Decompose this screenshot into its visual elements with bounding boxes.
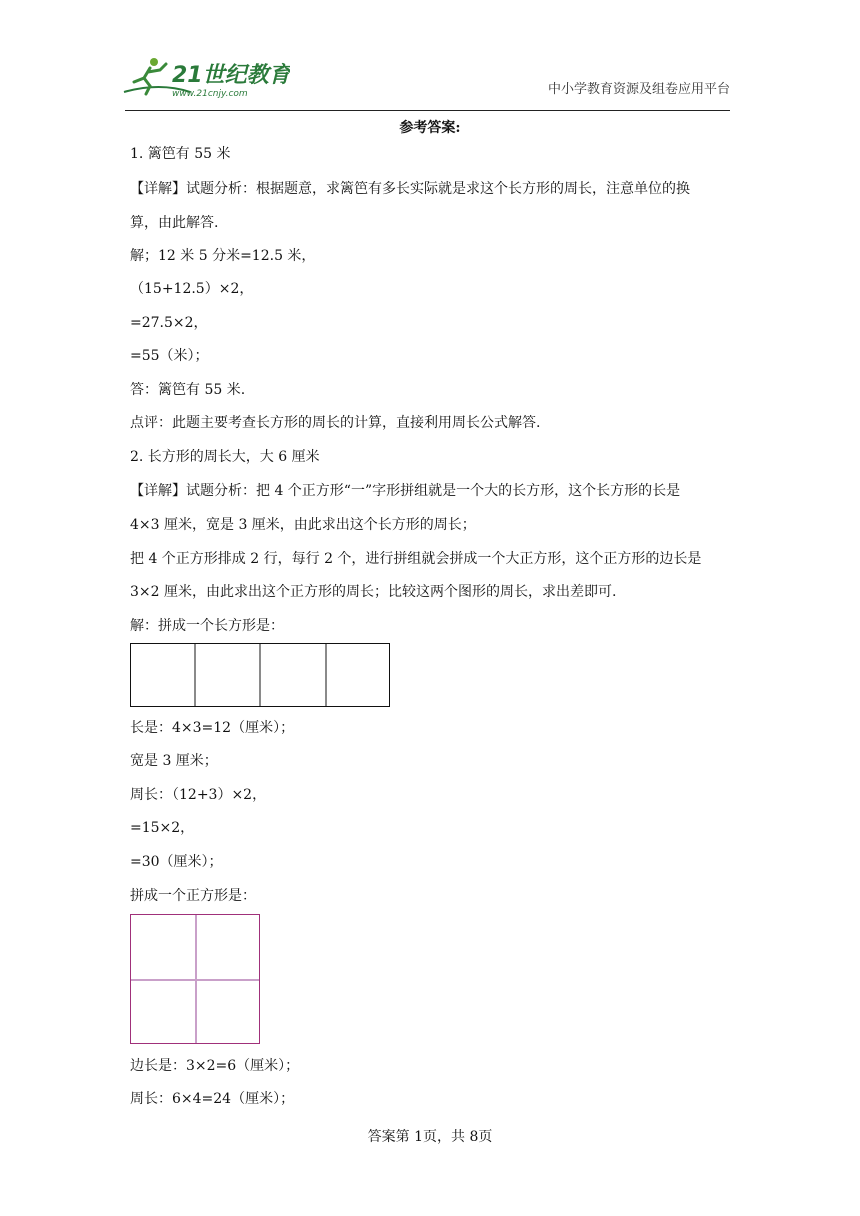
svg-text:www.21cnjy.com: www.21cnjy.com — [172, 89, 248, 99]
answer-1-step-1: 解；12 米 5 分米=12.5 米， — [130, 248, 316, 264]
header-divider — [125, 110, 730, 111]
page-title: 参考答案: — [399, 120, 461, 136]
answer-1-comment: 点评：此题主要考查长方形的周长的计算，直接利用周长公式解答. — [130, 415, 541, 431]
answer-2-length: 长是：4×3=12（厘米）； — [130, 720, 295, 736]
svg-text:21世纪教育: 21世纪教育 — [172, 63, 290, 88]
answer-2-detail-1: 【详解】试题分析：把 4 个正方形“一”字形拼组就是一个大的长方形，这个长方形的长是 — [130, 483, 681, 499]
answer-2-perimeter-1: 周长：（12+3）×2， — [130, 787, 267, 803]
page-footer: 答案第 1页，共 8页 — [367, 1129, 493, 1145]
answer-2-perimeter-2: =15×2， — [130, 820, 195, 836]
platform-name: 中小学教育资源及组卷应用平台 — [547, 82, 730, 97]
answer-2-perimeter-3: =30（厘米）； — [130, 854, 223, 870]
answer-2-heading: 2. 长方形的周长大，大 6 厘米 — [130, 449, 320, 465]
site-logo — [120, 52, 290, 102]
answer-2-square-perimeter: 周长：6×4=24（厘米）； — [130, 1091, 295, 1107]
square-figure — [130, 914, 260, 1044]
answer-1-heading: 1. 篱笆有 55 米 — [130, 146, 231, 162]
answer-1-step-4: =55（米）； — [130, 348, 209, 364]
answer-2-detail-2: 4×3 厘米，宽是 3 厘米，由此求出这个长方形的周长； — [130, 517, 476, 533]
answer-2-step-square: 拼成一个正方形是： — [130, 888, 256, 904]
figure-divider — [131, 979, 259, 981]
answer-2-side: 边长是：3×2=6（厘米）； — [130, 1058, 300, 1074]
answer-1-conclusion: 答：篱笆有 55 米. — [130, 382, 246, 398]
answer-2-detail-3: 把 4 个正方形排成 2 行，每行 2 个，进行拼组就会拼成一个大正方形，这个正方形的边长是 — [130, 551, 702, 567]
answer-2-step-rect: 解：拼成一个长方形是： — [130, 618, 284, 634]
answer-1-detail-1: 【详解】试题分析：根据题意，求篱笆有多长实际就是求这个长方形的周长，注意单位的换 — [130, 181, 690, 197]
answer-2-width: 宽是 3 厘米； — [130, 753, 218, 769]
answer-1-detail-2: 算，由此解答. — [130, 215, 219, 231]
answer-1-step-2: （15+12.5）×2， — [130, 281, 254, 297]
answer-1-step-3: =27.5×2， — [130, 315, 208, 331]
figure-divider — [259, 644, 261, 706]
figure-divider — [194, 644, 196, 706]
answer-2-detail-4: 3×2 厘米，由此求出这个正方形的周长；比较这两个图形的周长，求出差即可. — [130, 584, 617, 600]
rectangle-figure — [130, 643, 390, 707]
figure-divider — [325, 644, 327, 706]
